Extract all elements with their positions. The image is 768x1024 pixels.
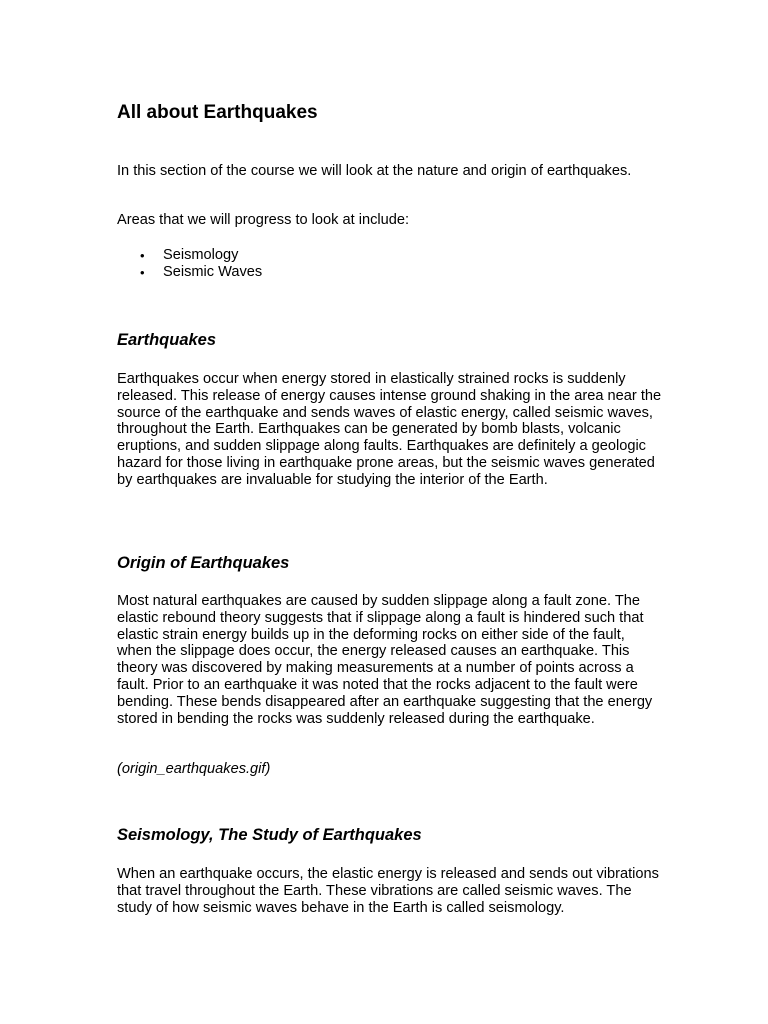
section-body-seismology: When an earthquake occurs, the elastic energy is released and sends out vibrations that travel throughout the Earth. These vibrations are called seismic waves. The study of how seismic waves behave in the Earth is called seismology. [117,866,659,916]
section-body-earthquakes: Earthquakes occur when energy stored in elastically strained rocks is suddenly released. This release of energy causes intense ground shaking in the area near the source of the earthquake and sends waves of elastic energy, called seismic waves, throughout the Earth. Earthquakes can be generated by bomb blasts, volcanic eruptions, and sudden slippage along faults. Earthquakes are definitely a geologic hazard for those living in earthquake prone areas, but the seismic waves generated by earthquakes are invaluable for studying the interior of the Earth. [117,371,662,488]
areas-intro-paragraph: Areas that we will progress to look at include: [117,212,410,228]
bullet-icon: • [140,265,145,280]
section-body-origin: Most natural earthquakes are caused by sudden slippage along a fault zone. The elastic rebound theory suggests that if slippage along a fault is hindered such that elastic strain energy builds up in the deforming rocks on either side of the fault, when the slippage does occur, the energy released causes an earthquake. This theory was discovered by making measurements at a number of points across a fault. Prior to an earthquake it was noted that the rocks adjacent to the fault were bending. These bends disappeared after an earthquake suggesting that the energy stored in bending the rocks was suddenly released during the earthquake. [117,593,653,727]
list-item-label: Seismology [163,247,239,263]
section-heading-earthquakes: Earthquakes [117,331,217,349]
list-item [117,247,262,264]
list-item-label: Seismic Waves [163,264,263,280]
image-caption: (origin_earthquakes.gif) [117,761,271,777]
areas-list [117,247,262,281]
section-heading-seismology: Seismology, The Study of Earthquakes [117,826,422,844]
intro-paragraph: In this section of the course we will look at the nature and origin of earthquakes. [117,163,632,179]
list-item [117,264,262,281]
bullet-icon: • [140,248,145,263]
document-title: All about Earthquakes [117,102,318,123]
section-heading-origin: Origin of Earthquakes [117,554,290,572]
